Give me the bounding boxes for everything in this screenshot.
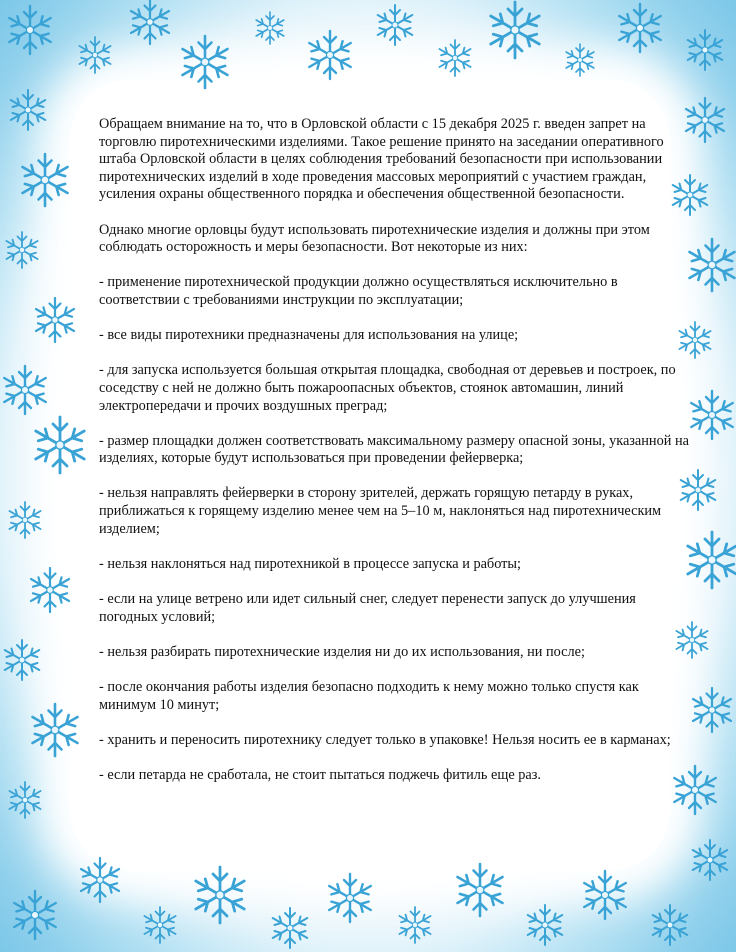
snowflake-icon xyxy=(31,568,69,612)
snowflake-icon xyxy=(693,840,728,880)
snowflake-icon xyxy=(36,298,74,342)
snowflake-icon xyxy=(653,905,688,945)
paragraph-intro: Обращаем внимание на то, что в Орловской области с 15 декабря 2025 г. введен запрет на торговлю пиротехническими изделиями. Такое решение принято на заседании оперативного штаба Орловской области в целях соблюдения требований безопасности при использовании пиротехнических изделий в ходе проведения массовых мероприятий с участием граждан, усиления охраны общественного порядка и обеспечения общественной безопасности. xyxy=(99,116,664,203)
snowflake-icon xyxy=(9,502,40,538)
list-item: - все виды пиротехники предназначены для использования на улице; xyxy=(99,327,519,344)
snowflake-icon xyxy=(5,640,40,680)
snowflake-icon xyxy=(619,4,661,52)
snowflake-icon xyxy=(584,871,626,919)
snowflake-icon xyxy=(14,891,56,939)
snowflake-icon xyxy=(36,417,84,473)
snowflake-icon xyxy=(686,98,724,142)
snowflake-icon xyxy=(144,907,175,943)
snowflake-icon xyxy=(688,532,736,588)
list-item: - нельзя наклоняться над пиротехникой в процессе запуска и работы; xyxy=(99,555,521,572)
snowflake-icon xyxy=(690,239,735,291)
snowflake-icon xyxy=(196,867,244,923)
list-item: - применение пиротехнической продукции должно осуществляться исключительно в соответствии с требованиями инструкции по эксплуатации; xyxy=(99,274,618,308)
list-item: - для запуска используется большая открытая площадка, свободная от деревьев и построек, по соседству с ней не должно быть пожароопасных объектов, стоянок автомашин, линий электропередачи и прочих воздушных преград; xyxy=(99,362,676,414)
paragraph-safety-intro: Однако многие орловцы будут использовать пиротехнические изделия и должны при этом соблюдать осторожность и меры безопасности. Вот некоторые из них: xyxy=(99,221,650,256)
list-item: - размер площадки должен соответствовать максимальному размеру опасной зоны, указанной на изделиях, которые будут использоваться при проведении фейерверка; xyxy=(99,432,689,467)
snowflake-icon xyxy=(9,782,40,818)
snowflake-icon xyxy=(79,37,110,73)
list-item: - если на улице ветрено или идет сильный снег, следует перенести запуск до улучшения погодных условий; xyxy=(99,591,636,625)
snowflake-icon xyxy=(691,391,733,439)
snowflake-icon xyxy=(23,154,68,206)
snowflake-icon xyxy=(9,6,51,54)
snowflake-icon xyxy=(688,30,723,70)
snowflake-icon xyxy=(528,905,563,945)
snowflake-icon xyxy=(329,874,371,922)
snowflake-icon xyxy=(399,907,430,943)
snowflake-icon xyxy=(439,40,470,76)
snowflake-icon xyxy=(693,688,731,732)
snowflake-icon xyxy=(566,44,594,76)
snowflake-icon xyxy=(309,31,351,79)
snowflake-icon xyxy=(273,908,308,948)
snowflake-icon xyxy=(4,366,46,414)
snowflake-icon xyxy=(256,12,284,44)
snowflake-icon xyxy=(183,36,228,88)
snowflake-icon xyxy=(491,2,539,58)
notice-text xyxy=(99,116,689,802)
snowflake-icon xyxy=(11,90,46,130)
snowflake-icon xyxy=(33,704,78,756)
snowflake-icon xyxy=(6,232,37,268)
list-item: - нельзя направлять фейерверки в сторону зрителей, держать горящую петарду в руках, приближаться к горящему изделию менее чем на 5–10 м, наклоняться над пиротехническим изделием; xyxy=(99,485,662,537)
list-item: - нельзя разбирать пиротехнические изделия ни до их использования, ни после; xyxy=(99,643,585,660)
snowflake-icon xyxy=(81,858,119,902)
list-item: - после окончания работы изделия безопасно подходить к нему можно только спустя как минимум 10 минут; xyxy=(99,679,639,713)
list-item: - хранить и переносить пиротехнику следует только в упаковке! Нельзя носить ее в карманах; xyxy=(99,731,671,748)
snowflake-icon xyxy=(131,0,169,44)
snowflake-icon xyxy=(378,5,413,45)
snowflake-icon xyxy=(458,864,503,916)
list-item: - если петарда не сработала, не стоит пытаться поджечь фитиль еще раз. xyxy=(99,766,542,783)
